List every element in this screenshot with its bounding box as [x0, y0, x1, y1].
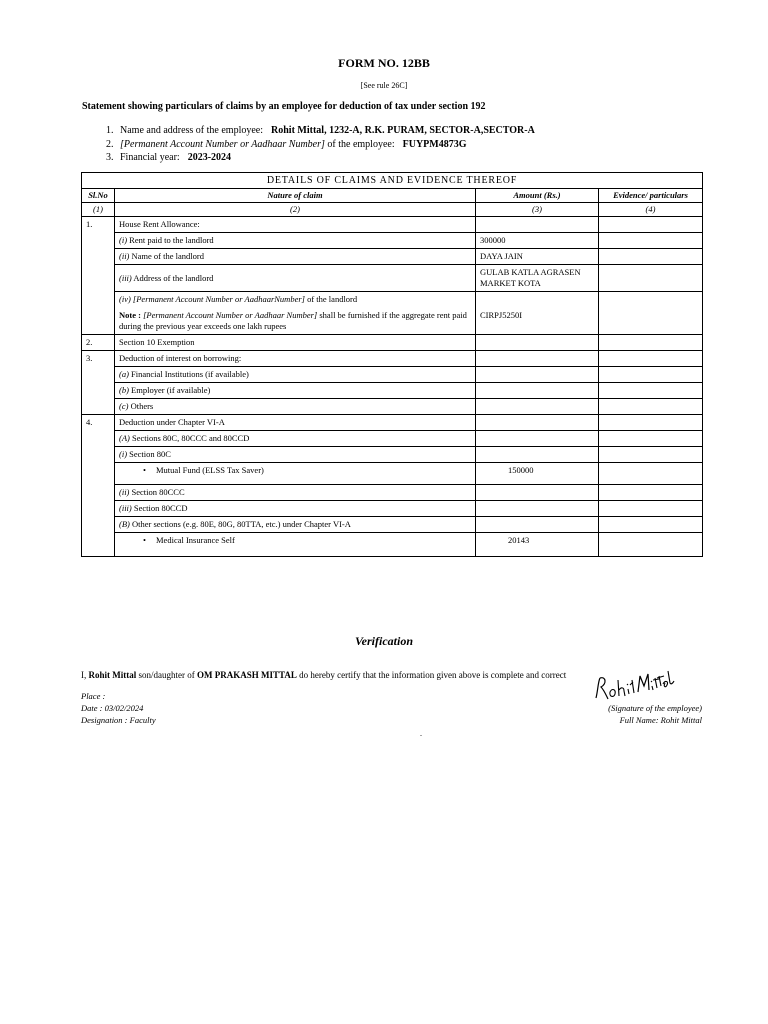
table-row: [82, 485, 703, 501]
financial-year-value: 2023-2024: [187, 152, 232, 163]
table-row: [82, 292, 703, 335]
table-row: [82, 399, 703, 415]
evidence-cell: [599, 463, 703, 485]
verification-heading: Verification: [354, 634, 413, 648]
landlord-pan-note: Note : [Permanent Account Number or Aadhaar Number] shall be furnished if the aggregate rent paid during the previous year exceeds one lakh rupees: [119, 310, 467, 331]
table-row: [82, 463, 703, 485]
table-row: [82, 249, 703, 265]
section-number: 3.: [82, 351, 115, 415]
section-number: 1.: [82, 217, 115, 335]
evidence-cell: [599, 292, 703, 335]
evidence-cell: [599, 501, 703, 517]
amount-cell: [476, 485, 599, 501]
item-number: 2.: [106, 138, 114, 150]
landlord-pan-value: CIRPJ5250I: [476, 292, 599, 335]
table-row: [82, 431, 703, 447]
section-80ccd-label: (iii) Section 80CCD: [115, 501, 476, 517]
section-title: Deduction under Chapter VI-A: [115, 415, 476, 431]
medical-insurance-amount: 20143: [476, 533, 599, 557]
table-row: [82, 447, 703, 463]
column-number-row: [82, 203, 703, 217]
mutual-fund-item: • Mutual Fund (ELSS Tax Saver): [115, 463, 476, 485]
section-80ccc-label: (ii) Section 80CCC: [115, 485, 476, 501]
amount-cell: [476, 217, 599, 233]
certification-text: I, Rohit Mittal son/daughter of OM PRAKASH MITTAL do hereby certify that the information given above is complete and correct: [81, 670, 567, 680]
header-amount: Amount (Rs.): [476, 189, 599, 203]
others-label: (c) Others: [115, 399, 476, 415]
evidence-cell: [599, 351, 703, 367]
col-num-2: (2): [115, 203, 476, 217]
rent-paid-label: (i) Rent paid to the landlord: [115, 233, 476, 249]
date-field: Date : 03/02/2024: [81, 703, 144, 713]
header-nature: Nature of claim: [115, 189, 476, 203]
table-row: [82, 351, 703, 367]
medical-insurance-item: • Medical Insurance Self: [115, 533, 476, 557]
signature-caption: (Signature of the employee): [608, 703, 702, 713]
statement-heading: Statement showing particulars of claims by an employee for deduction of tax under section 192: [82, 101, 486, 112]
form-title: FORM NO. 12BB: [338, 56, 430, 70]
landlord-address-label: (iii) Address of the landlord: [115, 265, 476, 292]
col-num-4: (4): [599, 203, 703, 217]
header-slno: Sl.No: [82, 189, 115, 203]
employer-label: (b) Employer (if available): [115, 383, 476, 399]
evidence-cell: [599, 399, 703, 415]
sections-80c-label: (A) Sections 80C, 80CCC and 80CCD: [115, 431, 476, 447]
employee-name-row: [106, 124, 535, 138]
col-num-3: (3): [476, 203, 599, 217]
father-name: OM PRAKASH MITTAL: [197, 670, 297, 680]
employee-pan-label-suffix: of the employee:: [327, 138, 395, 150]
section-title: Deduction of interest on borrowing:: [115, 351, 476, 367]
mutual-fund-amount: 150000: [476, 463, 599, 485]
evidence-cell: [599, 431, 703, 447]
evidence-cell: [599, 233, 703, 249]
section-number: 2.: [82, 335, 115, 351]
place-field: Place :: [81, 691, 106, 701]
table-row: [82, 501, 703, 517]
table-caption: DETAILS OF CLAIMS AND EVIDENCE THEREOF: [82, 173, 703, 189]
rent-paid-amount: 300000: [476, 233, 599, 249]
amount-cell: [476, 399, 599, 415]
section-number: 4.: [82, 415, 115, 557]
evidence-cell: [599, 217, 703, 233]
bullet-icon: •: [143, 535, 146, 545]
evidence-cell: [599, 533, 703, 557]
table-row: [82, 415, 703, 431]
full-name-field: Full Name: Rohit Mittal: [619, 715, 702, 725]
evidence-cell: [599, 367, 703, 383]
table-row: [82, 335, 703, 351]
evidence-cell: [599, 249, 703, 265]
employee-pan-row: [106, 138, 535, 152]
item-number: 1.: [106, 125, 114, 136]
bullet-icon: •: [143, 465, 146, 475]
employee-pan-value: FUYPM4873G: [402, 138, 467, 150]
landlord-address-value: GULAB KATLA AGRASEN MARKET KOTA: [476, 265, 599, 292]
amount-cell: [476, 431, 599, 447]
amount-cell: [476, 415, 599, 431]
table-header-row: [82, 189, 703, 203]
table-row: [82, 233, 703, 249]
amount-cell: [476, 501, 599, 517]
evidence-cell: [599, 447, 703, 463]
amount-cell: [476, 367, 599, 383]
employee-name-label: Name and address of the employee:: [120, 125, 264, 136]
employee-info-list: [106, 124, 535, 165]
claims-table: [81, 172, 703, 557]
section-80c-label: (i) Section 80C: [115, 447, 476, 463]
employee-pan-label: [Permanent Account Number or Aadhaar Number]: [120, 138, 325, 150]
landlord-pan-label: (iv) [Permanent Account Number or AadhaarNumber] of the landlord Note : [Permanent Account Number or Aadhaar Number] shall be furnished if the aggregate rent paid during the previous year exceeds one lakh rupees: [115, 292, 476, 335]
table-row: [82, 533, 703, 557]
amount-cell: [476, 351, 599, 367]
designation-field: Designation : Faculty: [81, 715, 156, 725]
landlord-name-label: (ii) Name of the landlord: [115, 249, 476, 265]
section-title: Section 10 Exemption: [115, 335, 476, 351]
landlord-name-value: DAYA JAIN: [476, 249, 599, 265]
section-title: House Rent Allowance:: [115, 217, 476, 233]
employee-name: Rohit Mittal: [88, 670, 137, 680]
stray-mark: -: [420, 733, 422, 739]
header-evidence: Evidence/ particulars: [599, 189, 703, 203]
table-caption-row: [82, 173, 703, 189]
table-row: [82, 367, 703, 383]
table-row: [82, 217, 703, 233]
evidence-cell: [599, 265, 703, 292]
employee-name-value: Rohit Mittal, 1232-A, R.K. PURAM, SECTOR-A,SECTOR-A: [271, 125, 535, 136]
rule-reference: [See rule 26C]: [360, 81, 408, 90]
table-row: [82, 265, 703, 292]
item-number: 3.: [106, 152, 114, 163]
financial-institutions-label: (a) Financial Institutions (if available): [115, 367, 476, 383]
col-num-1: (1): [82, 203, 115, 217]
table-row: [82, 383, 703, 399]
financial-year-row: [106, 151, 535, 165]
financial-year-label: Financial year:: [120, 152, 180, 163]
other-sections-label: (B) Other sections (e.g. 80E, 80G, 80TTA, etc.) under Chapter VI-A: [115, 517, 476, 533]
amount-cell: [476, 517, 599, 533]
employee-signature: [592, 668, 677, 708]
evidence-cell: [599, 335, 703, 351]
amount-cell: [476, 383, 599, 399]
evidence-cell: [599, 383, 703, 399]
amount-cell: [476, 447, 599, 463]
evidence-cell: [599, 415, 703, 431]
evidence-cell: [599, 485, 703, 501]
amount-cell: [476, 335, 599, 351]
table-row: [82, 517, 703, 533]
evidence-cell: [599, 517, 703, 533]
